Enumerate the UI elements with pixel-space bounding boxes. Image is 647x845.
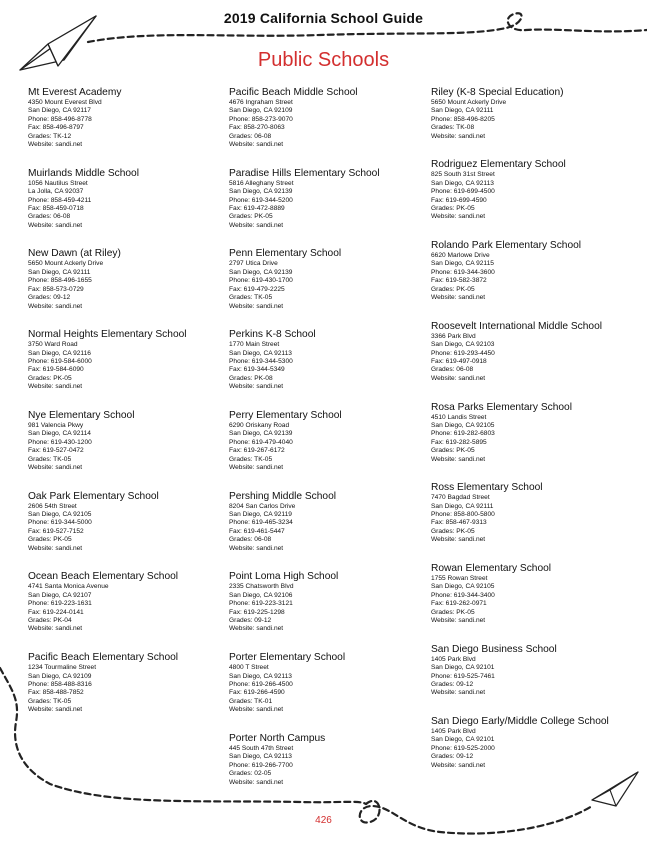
- school-detail-line: 2335 Chatsworth Blvd: [229, 583, 294, 591]
- school-detail-line: 4676 Ingraham Street: [229, 99, 293, 106]
- school-detail-line: Website: sandi.net: [28, 544, 83, 552]
- school-detail-line: San Diego, CA 92116: [28, 349, 91, 357]
- school-column-2: [229, 86, 424, 804]
- school-detail-line: Fax: 619-266-4590: [229, 689, 285, 697]
- school-name: Perry Elementary School: [229, 409, 342, 421]
- school-detail-line: San Diego, CA 92117: [28, 107, 91, 115]
- school-detail-line: Grades: PK-05: [28, 374, 72, 382]
- school-detail-line: Grades: 06-08: [229, 536, 272, 544]
- school-detail-line: Phone: 858-459-4211: [28, 196, 92, 204]
- school-detail-line: San Diego, CA 92103: [431, 341, 495, 349]
- school-detail-line: Website: sandi.net: [229, 302, 284, 310]
- school-detail-line: Website: sandi.net: [229, 544, 284, 552]
- school-detail-line: Fax: 619-461-5447: [229, 527, 285, 535]
- school-name: Normal Heights Elementary School: [28, 329, 187, 341]
- school-listing: [229, 732, 424, 787]
- school-name: Roosevelt International Middle School: [431, 320, 603, 332]
- school-listing: [28, 328, 223, 391]
- school-listing: [28, 247, 223, 310]
- school-listing: [229, 167, 424, 230]
- school-detail-line: Fax: 619-497-0918: [431, 358, 487, 366]
- school-detail-line: 8204 San Carlos Drive: [229, 502, 296, 510]
- school-detail-line: Phone: 858-273-9070: [229, 115, 293, 123]
- school-detail-line: Fax: 858-573-0729: [28, 285, 84, 293]
- school-detail-line: San Diego, CA 92107: [28, 591, 92, 599]
- school-detail-line: 4741 Santa Monica Avenue: [28, 583, 109, 591]
- school-detail-line: Phone: 619-266-7700: [229, 761, 293, 769]
- school-name: Oak Park Elementary School: [28, 490, 159, 502]
- school-detail-line: San Diego, CA 92101: [431, 664, 495, 672]
- school-detail-line: Website: sandi.net: [431, 455, 486, 463]
- school-name: Mt Everest Academy: [28, 87, 122, 98]
- school-detail-line: Website: sandi.net: [28, 706, 83, 714]
- school-detail-line: Phone: 619-344-3600: [431, 268, 495, 276]
- school-detail-line: Phone: 619-344-5200: [229, 196, 293, 204]
- school-detail-line: Fax: 619-527-7152: [28, 527, 84, 535]
- school-detail-line: San Diego, CA 92111: [431, 502, 494, 510]
- school-detail-line: Website: sandi.net: [28, 625, 83, 633]
- school-listing: [431, 715, 626, 770]
- school-detail-line: Grades: PK-05: [431, 608, 475, 616]
- school-detail-line: San Diego, CA 92119: [229, 511, 292, 519]
- school-detail-line: 7470 Bagdad Street: [431, 494, 490, 502]
- school-detail-line: Grades: PK-04: [28, 617, 72, 625]
- school-detail-line: Phone: 619-430-1200: [28, 438, 92, 446]
- school-detail-line: 445 South 47th Street: [229, 744, 294, 752]
- school-name: San Diego Business School: [431, 643, 557, 655]
- school-detail-line: Website: sandi.net: [28, 383, 83, 391]
- school-detail-line: San Diego, CA 92105: [431, 421, 495, 429]
- school-detail-line: Website: sandi.net: [431, 374, 486, 382]
- school-listing: [229, 651, 424, 714]
- school-listing: [431, 86, 626, 141]
- school-detail-line: Website: sandi.net: [431, 761, 486, 769]
- school-detail-line: Grades: 09-12: [431, 680, 474, 688]
- school-detail-line: San Diego, CA 92115: [431, 260, 494, 268]
- school-listing: [431, 158, 626, 221]
- school-detail-line: Grades: TK-12: [28, 132, 72, 140]
- school-detail-line: Grades: 09-12: [431, 753, 474, 761]
- school-listing: [431, 643, 626, 698]
- school-detail-line: Phone: 619-699-4500: [431, 188, 495, 196]
- school-detail-line: Website: sandi.net: [431, 689, 486, 697]
- school-detail-line: 4350 Mount Everest Blvd: [28, 99, 102, 106]
- school-detail-line: Grades: PK-05: [28, 536, 72, 544]
- school-detail-line: Phone: 619-344-3400: [431, 591, 495, 599]
- school-detail-line: 4800 T Street: [229, 664, 269, 672]
- school-detail-line: 1405 Park Blvd: [431, 655, 476, 663]
- school-detail-line: Phone: 619-465-3234: [229, 519, 293, 527]
- school-detail-line: Phone: 619-344-5000: [28, 519, 92, 527]
- school-listing: [229, 490, 424, 553]
- school-detail-line: 2797 Utica Drive: [229, 260, 278, 268]
- school-detail-line: Website: sandi.net: [28, 221, 83, 229]
- school-detail-line: Phone: 858-800-5800: [431, 511, 495, 519]
- guide-title: 2019 California School Guide: [223, 10, 424, 26]
- school-listing: [28, 409, 223, 472]
- school-detail-line: San Diego, CA 92113: [229, 349, 292, 357]
- school-detail-line: 1755 Rowan Street: [431, 575, 488, 582]
- school-detail-line: La Jolla, CA 92037: [28, 188, 84, 196]
- school-detail-line: San Diego, CA 92139: [229, 430, 293, 438]
- school-detail-line: Website: sandi.net: [28, 463, 83, 471]
- school-detail-line: Website: sandi.net: [229, 463, 284, 471]
- school-detail-line: Fax: 619-282-5895: [431, 438, 487, 446]
- school-detail-line: San Diego, CA 92113: [229, 672, 292, 680]
- school-column-1: [28, 86, 223, 732]
- school-detail-line: Phone: 619-223-3121: [229, 600, 293, 608]
- school-detail-line: Fax: 858-459-0718: [28, 204, 84, 212]
- school-detail-line: San Diego, CA 92109: [28, 672, 92, 680]
- school-detail-line: Website: sandi.net: [431, 132, 486, 140]
- page-number: 426: [315, 815, 332, 826]
- school-name: Muirlands Middle School: [28, 167, 139, 179]
- school-detail-line: Website: sandi.net: [229, 778, 284, 786]
- school-name: Nye Elementary School: [28, 409, 135, 421]
- school-name: Ross Elementary School: [431, 482, 543, 494]
- school-detail-line: Website: sandi.net: [431, 536, 486, 544]
- school-listing: [28, 86, 223, 149]
- school-listing: [229, 328, 424, 391]
- school-detail-line: Fax: 858-467-9313: [431, 519, 487, 527]
- school-name: Ocean Beach Elementary School: [28, 571, 179, 583]
- school-detail-line: 825 South 31st Street: [431, 171, 495, 179]
- school-detail-line: Fax: 619-262-0971: [431, 600, 487, 608]
- school-detail-line: Phone: 619-344-5300: [229, 358, 293, 366]
- school-detail-line: Fax: 619-582-3872: [431, 277, 487, 285]
- school-detail-line: San Diego, CA 92105: [431, 583, 495, 591]
- school-name: Rosa Parks Elementary School: [431, 401, 572, 413]
- school-detail-line: Fax: 858-488-7852: [28, 689, 84, 697]
- school-name: Pershing Middle School: [229, 490, 337, 502]
- school-detail-line: 1405 Park Blvd: [431, 728, 476, 736]
- school-detail-line: San Diego, CA 92111: [431, 107, 494, 115]
- school-detail-line: Fax: 619-527-0472: [28, 447, 84, 455]
- school-detail-line: 3366 Park Blvd: [431, 332, 476, 340]
- school-detail-line: Website: sandi.net: [229, 221, 284, 229]
- school-detail-line: San Diego, CA 92101: [431, 736, 495, 744]
- school-detail-line: Website: sandi.net: [229, 706, 284, 714]
- school-detail-line: Grades: PK-05: [229, 213, 273, 221]
- school-detail-line: San Diego, CA 92113: [229, 753, 292, 761]
- school-listing: [229, 570, 424, 633]
- school-name: Rowan Elementary School: [431, 563, 552, 574]
- school-detail-line: 1770 Main Street: [229, 341, 280, 349]
- school-name: Porter Elementary School: [229, 652, 346, 664]
- school-name: Pacific Beach Elementary School: [28, 652, 179, 664]
- school-detail-line: Grades: TK-05: [229, 294, 273, 302]
- school-detail-line: Website: sandi.net: [229, 383, 284, 391]
- school-name: Rolando Park Elementary School: [431, 240, 582, 252]
- school-detail-line: Fax: 619-224-0141: [28, 608, 84, 616]
- school-detail-line: Grades: TK-05: [28, 455, 72, 463]
- school-detail-line: San Diego, CA 92113: [431, 179, 494, 187]
- school-listing: [431, 320, 626, 383]
- school-detail-line: Phone: 619-430-1700: [229, 277, 293, 285]
- school-detail-line: San Diego, CA 92111: [28, 268, 91, 276]
- school-detail-line: Grades: PK-05: [431, 204, 475, 212]
- school-detail-line: Fax: 619-699-4590: [431, 196, 487, 204]
- school-detail-line: 6290 Oriskany Road: [229, 421, 290, 429]
- school-detail-line: Fax: 858-496-8797: [28, 124, 84, 132]
- school-detail-line: Grades: 06-08: [28, 213, 71, 221]
- school-detail-line: Phone: 619-266-4500: [229, 680, 293, 688]
- school-detail-line: Grades: 09-12: [229, 617, 272, 625]
- school-detail-line: San Diego, CA 92139: [229, 188, 293, 196]
- school-detail-line: 981 Valencia Pkwy: [28, 421, 84, 429]
- school-detail-line: Website: sandi.net: [431, 213, 486, 221]
- school-listing: [229, 247, 424, 310]
- school-name: Porter North Campus: [229, 732, 326, 744]
- school-detail-line: Fax: 619-584-6090: [28, 366, 84, 374]
- school-listing: [28, 570, 223, 633]
- school-detail-line: Grades: PK-05: [431, 527, 475, 535]
- school-listing: [431, 401, 626, 464]
- school-listing: [229, 86, 424, 149]
- school-detail-line: Phone: 619-525-2000: [431, 744, 495, 752]
- school-name: New Dawn (at Riley): [28, 248, 121, 260]
- school-detail-line: 1056 Nautilus Street: [28, 179, 88, 187]
- school-listing: [229, 409, 424, 472]
- school-listing: [431, 481, 626, 544]
- school-detail-line: Grades: TK-05: [28, 697, 72, 705]
- school-detail-line: Website: sandi.net: [431, 617, 486, 625]
- school-listing: [28, 651, 223, 714]
- school-listing: [431, 239, 626, 302]
- school-detail-line: Fax: 619-225-1298: [229, 608, 285, 616]
- school-name: Perkins K-8 School: [229, 329, 316, 341]
- school-detail-line: 2606 54th Street: [28, 502, 77, 510]
- school-detail-line: Phone: 619-525-7461: [431, 672, 495, 680]
- school-detail-line: Phone: 619-282-6803: [431, 430, 495, 438]
- school-detail-line: 6620 Marlowe Drive: [431, 252, 490, 260]
- school-detail-line: Grades: TK-08: [431, 124, 475, 132]
- school-detail-line: Website: sandi.net: [28, 141, 83, 149]
- school-detail-line: San Diego, CA 92114: [28, 430, 91, 438]
- school-detail-line: Website: sandi.net: [229, 141, 284, 149]
- school-detail-line: Phone: 619-293-4450: [431, 349, 495, 357]
- school-detail-line: Grades: PK-05: [431, 447, 475, 455]
- school-detail-line: Grades: 06-08: [229, 132, 272, 140]
- school-detail-line: San Diego, CA 92106: [229, 591, 293, 599]
- school-listing: [28, 490, 223, 553]
- school-detail-line: Phone: 858-488-8316: [28, 680, 92, 688]
- school-detail-line: Grades: TK-05: [229, 455, 273, 463]
- school-detail-line: 3750 Ward Road: [28, 341, 78, 349]
- school-detail-line: Phone: 619-479-4040: [229, 438, 293, 446]
- school-detail-line: 5816 Alleghany Street: [229, 179, 294, 187]
- section-title: Public Schools: [257, 49, 390, 71]
- school-detail-line: Grades: 09-12: [28, 294, 71, 302]
- school-detail-line: Grades: PK-08: [229, 374, 273, 382]
- school-detail-line: Phone: 858-496-1655: [28, 277, 92, 285]
- school-detail-line: Fax: 619-344-5349: [229, 366, 285, 374]
- school-name: Pacific Beach Middle School: [229, 87, 358, 98]
- school-listing: [431, 562, 626, 625]
- school-detail-line: Website: sandi.net: [229, 625, 284, 633]
- school-name: Riley (K-8 Special Education): [431, 87, 564, 98]
- school-detail-line: Phone: 619-223-1631: [28, 600, 92, 608]
- school-detail-line: San Diego, CA 92139: [229, 268, 293, 276]
- school-detail-line: San Diego, CA 92105: [28, 511, 92, 519]
- school-detail-line: 5650 Mount Ackerly Drive: [431, 99, 507, 106]
- school-detail-line: Grades: TK-01: [229, 697, 273, 705]
- school-detail-line: 5650 Mount Ackerly Drive: [28, 260, 104, 268]
- school-detail-line: Grades: PK-05: [431, 285, 475, 293]
- school-name: Rodriguez Elementary School: [431, 159, 566, 171]
- school-detail-line: Phone: 858-496-8778: [28, 115, 92, 123]
- school-detail-line: San Diego, CA 92109: [229, 107, 293, 115]
- school-detail-line: Fax: 619-472-8889: [229, 204, 285, 212]
- school-detail-line: Website: sandi.net: [28, 302, 83, 310]
- school-detail-line: Phone: 619-584-6000: [28, 358, 92, 366]
- school-name: Point Loma High School: [229, 571, 339, 583]
- school-name: San Diego Early/Middle College School: [431, 716, 609, 728]
- school-detail-line: Grades: 02-05: [229, 770, 272, 778]
- school-listing: [28, 167, 223, 230]
- school-detail-line: Fax: 619-479-2225: [229, 285, 285, 293]
- school-name: Paradise Hills Elementary School: [229, 167, 380, 179]
- school-column-3: [431, 86, 626, 787]
- school-detail-line: Grades: 06-08: [431, 366, 474, 374]
- school-detail-line: Website: sandi.net: [431, 294, 486, 302]
- school-detail-line: 4510 Landis Street: [431, 413, 487, 421]
- school-detail-line: 1234 Tourmaline Street: [28, 664, 97, 672]
- school-detail-line: Fax: 858-270-8063: [229, 124, 285, 132]
- school-detail-line: Phone: 858-496-8205: [431, 115, 495, 123]
- school-detail-line: Fax: 619-267-6172: [229, 447, 285, 455]
- school-name: Penn Elementary School: [229, 248, 342, 260]
